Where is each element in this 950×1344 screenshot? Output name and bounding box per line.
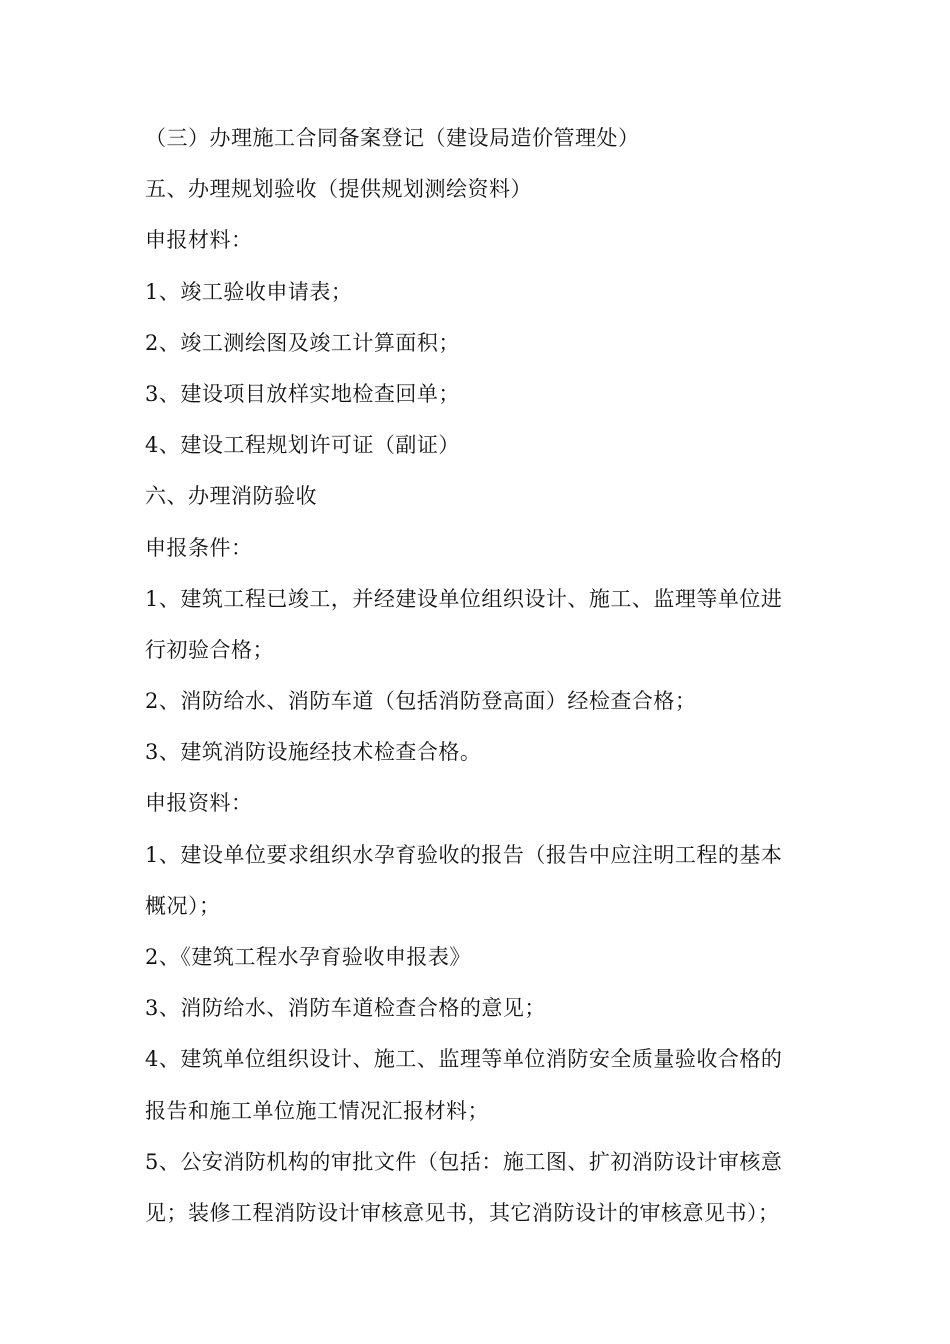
document-body bbox=[145, 113, 813, 1239]
list-item-continuation: 报告和施工单位施工情况汇报材料； bbox=[145, 1098, 489, 1123]
list-item: 3、建筑消防设施经技术检查合格。 bbox=[145, 740, 482, 765]
list-item: 2、《建筑工程水孕育验收申报表》 bbox=[145, 945, 471, 969]
list-item: 2、竣工测绘图及竣工计算面积； bbox=[145, 330, 460, 355]
section-heading-contract-registration: （三）办理施工合同备案登记（建设局造价管理处） bbox=[145, 126, 640, 150]
list-item: 3、消防给水、消防车道检查合格的意见； bbox=[145, 996, 546, 1021]
list-item: 4、建筑单位组织设计、施工、监理等单位消防安全质量验收合格的 bbox=[145, 1047, 783, 1072]
list-item-continuation: 行初验合格； bbox=[145, 637, 274, 662]
list-item: 4、建设工程规划许可证（副证） bbox=[145, 433, 460, 458]
list-item: 5、公安消防机构的审批文件（包括：施工图、扩初消防设计审核意 bbox=[145, 1149, 783, 1174]
list-item: 1、建筑工程已竣工，并经建设单位组织设计、施工、监理等单位进 bbox=[145, 586, 783, 611]
list-item: 1、竣工验收申请表； bbox=[145, 279, 353, 304]
list-item: 3、建设项目放样实地检查回单； bbox=[145, 381, 460, 406]
subheading-application-materials: 申报材料： bbox=[145, 228, 253, 253]
subheading-application-conditions: 申报条件： bbox=[145, 535, 253, 560]
section-heading-fire-acceptance: 六、办理消防验收 bbox=[145, 484, 317, 509]
section-heading-planning-acceptance: 五、办理规划验收（提供规划测绘资料） bbox=[145, 177, 532, 202]
list-item-continuation: 概况）； bbox=[145, 893, 221, 918]
list-item-continuation: 见；装修工程消防设计审核意见书，其它消防设计的审核意见书）； bbox=[145, 1200, 780, 1225]
list-item: 2、消防给水、消防车道（包括消防登高面）经检查合格； bbox=[145, 689, 697, 714]
subheading-application-documents: 申报资料： bbox=[145, 791, 253, 816]
list-item: 1、建设单位要求组织水孕育验收的报告（报告中应注明工程的基本 bbox=[145, 842, 783, 867]
